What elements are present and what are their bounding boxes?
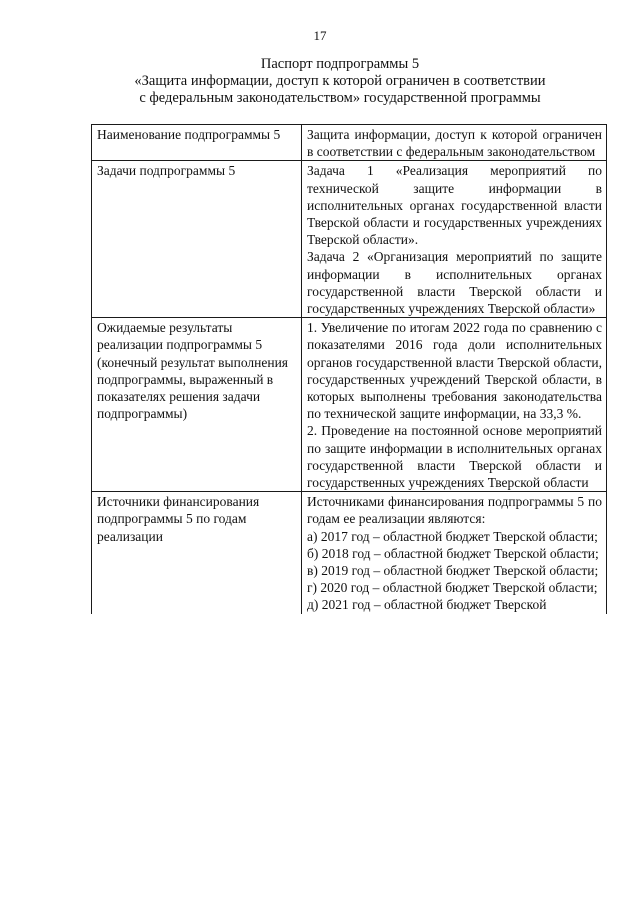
value-paragraph: в) 2019 год – областной бюджет Тверской области; (307, 563, 599, 579)
row-value (302, 125, 607, 161)
row-label: Задачи подпрограммы 5 (92, 161, 302, 318)
value-paragraph: Задача 1 «Реализация мероприятий по технической защите информации в исполнительных органах государственной власти Тверской области и государственных учреждениях Тверской области». (307, 163, 602, 248)
page-number: 17 (313, 28, 327, 43)
row-label: Наименование подпрограммы 5 (92, 125, 302, 161)
row-label: Ожидаемые результаты реализации подпрограммы 5 (конечный результат выполнения подпрограммы, выраженный в показателях решения задачи подпрограммы) (92, 318, 302, 492)
passport-table (91, 124, 607, 614)
document-title (60, 56, 620, 107)
title-line-3: с федеральным законодательством» государственной программы (139, 90, 541, 106)
value-paragraph: 1. Увеличение по итогам 2022 года по сравнению с показателями 2016 года доли исполнительных органов государственной власти Тверской области, государственных учреждений Тверской области, в которых выполнены требования законодательства по технической защите информации, на 33,3 %. (307, 320, 602, 422)
table-row (92, 492, 607, 614)
table-row (92, 161, 607, 318)
value-paragraph: д) 2021 год – областной бюджет Тверской (307, 597, 547, 613)
value-paragraph: 2. Проведение на постоянной основе мероприятий по защите информации в исполнительных органах государственной власти Тверской области и государственных учреждениях Тверской области (307, 423, 602, 491)
row-value (302, 318, 607, 492)
value-paragraph: а) 2017 год – областной бюджет Тверской области; (307, 528, 598, 544)
value-paragraph: б) 2018 год – областной бюджет Тверской области; (307, 545, 599, 561)
table-row (92, 318, 607, 492)
table-row (92, 125, 607, 161)
title-line-2: «Защита информации, доступ к которой ограничен в соответствии (134, 73, 546, 89)
row-label: Источники финансирования подпрограммы 5 по годам реализации (92, 492, 302, 614)
value-paragraph: Защита информации, доступ к которой ограничен в соответствии с федеральным законодательством (307, 127, 602, 160)
value-paragraph: Задача 2 «Организация мероприятий по защите информации в исполнительных органах государственной власти Тверской области и государственных учреждениях Тверской области» (307, 249, 602, 317)
row-value (302, 161, 607, 318)
title-line-1: Паспорт подпрограммы 5 (260, 56, 420, 72)
row-value (302, 492, 607, 614)
value-paragraph: г) 2020 год – областной бюджет Тверской области; (307, 580, 598, 596)
value-paragraph: Источниками финансирования подпрограммы 5 по годам ее реализации являются: (307, 494, 602, 527)
